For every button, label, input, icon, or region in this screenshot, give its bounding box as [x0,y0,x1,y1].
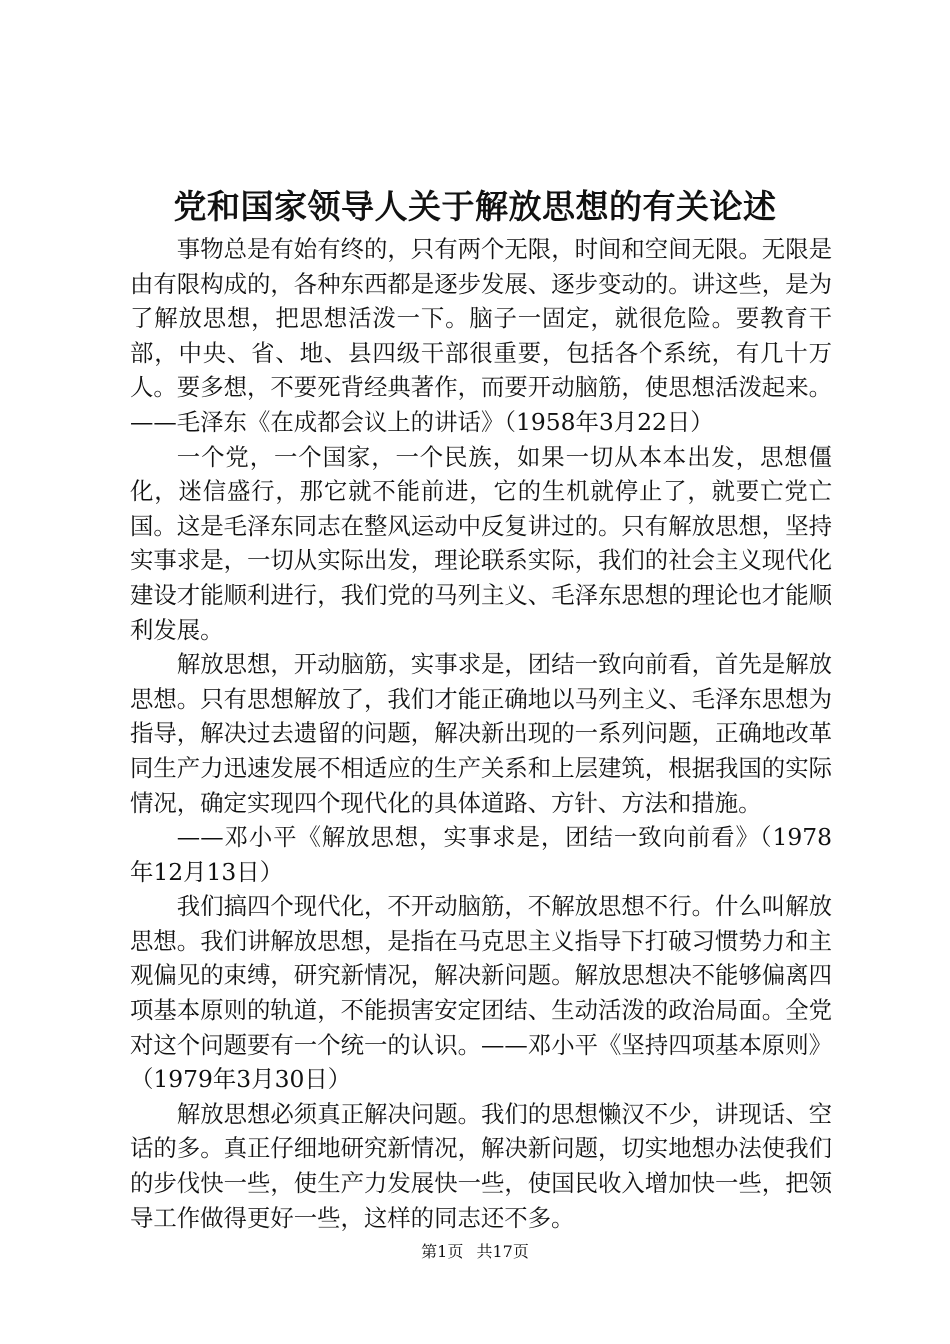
paragraph-solve-problems: 解放思想必须真正解决问题。我们的思想懒汉不少，讲现话、空话的多。真正仔细地研究新情况，解决新问题，切实地想办法使我们的步伐快一些，使生产力发展快一些，使国民收入增加快一些，把领导工作做得更好一些，这样的同志还不多。 [130,1099,832,1232]
paragraph-four-modernizations: 我们搞四个现代化，不开动脑筋，不解放思想不行。什么叫解放思想。我们讲解放思想，是指在马克思主义指导下打破习惯势力和主观偏见的束缚，研究新情况，解决新问题。解放思想决不能够偏离四项基本原则的轨道，不能损害安定团结、生动活泼的政治局面。全党对这个问题要有一个统一的认识。——邓小平《坚持四项基本原则》（1979年3月30日） [130,892,832,1094]
paragraph-deng-citation-1978: ——邓小平《解放思想，实事求是，团结一致向前看》（1978年12月13日） [130,823,832,886]
page-total: 共17页 [476,1242,529,1261]
page-footer [0,1240,950,1264]
paragraph-mao-quote: 事物总是有始有终的，只有两个无限，时间和空间无限。无限是由有限构成的，各种东西都是逐步发展、逐步变动的。讲这些，是为了解放思想，把思想活泼一下。脑子一固定，就很危险。要教育干部，中央、省、地、县四级干部很重要，包括各个系统，有几十万人。要多想，不要死背经典著作，而要开动脑筋，使思想活泼起来。——毛泽东《在成都会议上的讲话》（1958年3月22日） [130,235,832,436]
page-number: 第1页 [421,1242,464,1261]
document-title: 党和国家领导人关于解放思想的有关论述 [173,187,777,226]
paragraph-party-nation: 一个党，一个国家，一个民族，如果一切从本本出发，思想僵化，迷信盛行，那它就不能前进，它的生机就停止了，就要亡党亡国。这是毛泽东同志在整风运动中反复讲过的。只有解放思想，坚持实事求是，一切从实际出发，理论联系实际，我们的社会主义现代化建设才能顺利进行，我们党的马列主义、毛泽东思想的理论也才能顺利发展。 [130,442,832,644]
paragraph-emancipate-mind: 解放思想，开动脑筋，实事求是，团结一致向前看，首先是解放思想。只有思想解放了，我们才能正确地以马列主义、毛泽东思想为指导，解决过去遗留的问题，解决新出现的一系列问题，正确地改革同生产力迅速发展不相适应的生产关系和上层建筑，根据我国的实际情况，确定实现四个现代化的具体道路、方针、方法和措施。 [130,650,832,817]
document-body [130,232,832,1235]
